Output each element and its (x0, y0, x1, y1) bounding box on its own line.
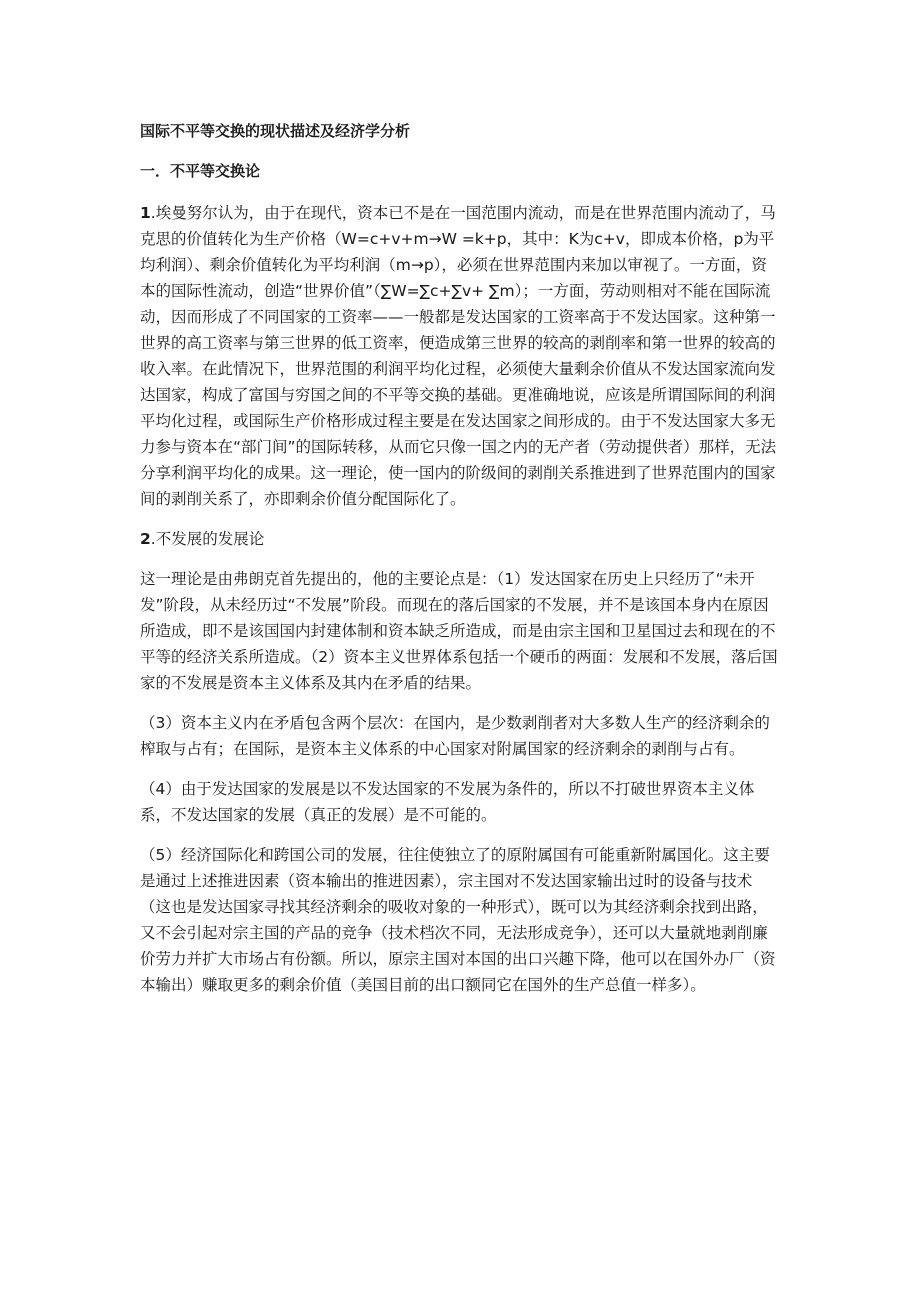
paragraph-5: （4）由于发达国家的发展是以不发达国家的不发展为条件的，所以不打破世界资本主义体系，不发达国家的发展（真正的发展）是不可能的。 (140, 780, 755, 824)
paragraph-2-text: .不发展的发展论 (150, 530, 265, 548)
paragraph-6: （5）经济国际化和跨国公司的发展，往往使独立了的原附属国有可能重新附属国化。这主要是通过上述推进因素（资本输出的推进因素），宗主国对不发达国家输出过时的设备与技术（这也是发达国家寻找其经济剩余的吸收对象的一种形式），既可以为其经济剩余找到出路，又不会引起对宗主国的产品的竞争（技术档次不同，无法形成竞争），还可以大量就地剥削廉价劳力并扩大市场占有份额。所以，原宗主国对本国的出口兴趣下降，他可以在国外办厂（资本输出）赚取更多的剩余价值（美国目前的出口额同它在国外的生产总值一样多）。 (140, 846, 776, 994)
paragraph-1-number: 1 (140, 204, 151, 222)
paragraph-4: （3）资本主义内在矛盾包含两个层次：在国内，是少数剥削者对大多数人生产的经济剩余的榨取与占有；在国际，是资本主义体系的中心国家对附属国家的经济剩余的剥削与占有。 (140, 714, 770, 758)
paragraph-1-text: .埃曼努尔认为，由于在现代，资本已不是在一国范围内流动，而是在世界范围内流动了，马克思的价值转化为生产价格（W=c+v+m→W =k+p，其中：K为c+v，即成本价格，p为平均利润）、剩余价值转化为平均利润（m→p），必须在世界范围内来加以审视了。一方面，资本的国际性流动，创造“世界价值”（∑W=∑c+∑v+ ∑m）；一方面，劳动则相对不能在国际流动，因而形成了不同国家的工资率——一般都是发达国家的工资率高于不发达国家。这种第一世界的高工资率与第三世界的低工资率，便造成第三世界的较高的剥削率和第一世界的较高的收入率。在此情况下，世界范围的利润平均化过程，必须使大量剩余价值从不发达国家流向发达国家，构成了富国与穷国之间的不平等交换的基础。更准确地说，应该是所谓国际间的利润平均化过程，或国际生产价格形成过程主要是在发达国家之间形成的。由于不发达国家大多无力参与资本在“部门间”的国际转移，从而它只像一国之内的无产者（劳动提供者）那样，无法分享利润平均化的成果。这一理论，使一国内的阶级间的剥削关系推进到了世界范围内的国家间的剥削关系了，亦即剩余价值分配国际化了。 (140, 204, 777, 508)
section-heading-1: 一．不平等交换论 (140, 162, 261, 180)
paragraph-2-number: 2 (140, 530, 151, 548)
paragraph-1 (140, 200, 780, 512)
paragraph-3: 这一理论是由弗朗克首先提出的，他的主要论点是：（1）发达国家在历史上只经历了“未开发”阶段，从未经历过“不发展”阶段。而现在的落后国家的不发展，并不是该国本身内在原因所造成，即不是该国国内封建体制和资本缺乏所造成，而是由宗主国和卫星国过去和现在的不平等的经济关系所造成。（2）资本主义世界体系包括一个硬币的两面：发展和不发展，落后国家的不发展是资本主义体系及其内在矛盾的结果。 (140, 570, 778, 692)
document-title: 国际不平等交换的现状描述及经济学分析 (140, 122, 411, 140)
paragraph-2-heading (140, 526, 780, 552)
